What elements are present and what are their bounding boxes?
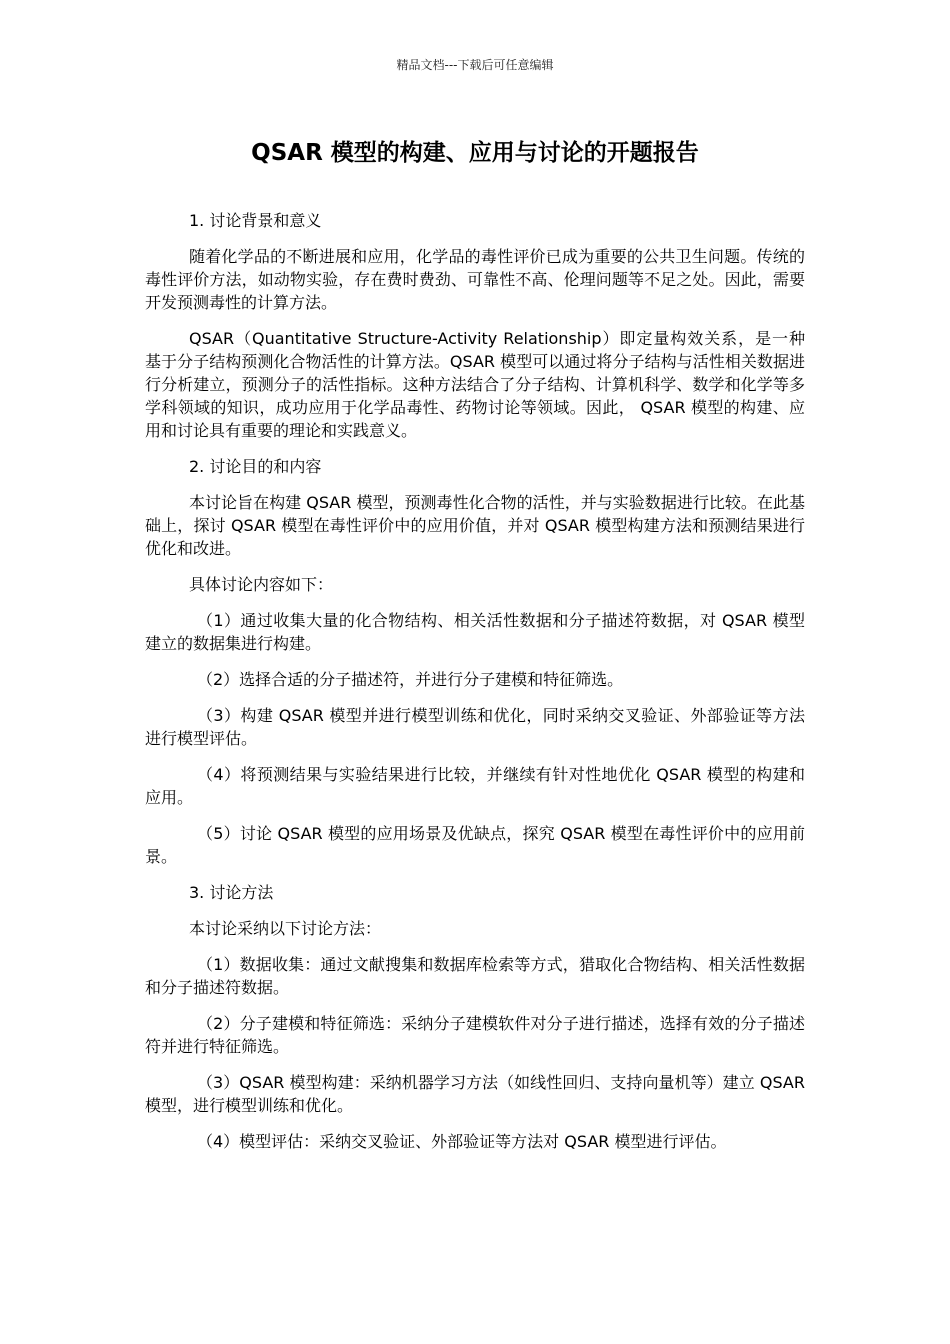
page-header: 精品文档---下载后可任意编辑 bbox=[396, 58, 554, 72]
section-heading-purpose: 2. 讨论目的和内容 bbox=[189, 457, 322, 476]
list-item-content-1: （1）通过收集大量的化合物结构、相关活性数据和分子描述符数据，对 QSAR 模型建立的数据集进行构建。 bbox=[145, 611, 805, 653]
list-item-content-4: （4）将预测结果与实验结果进行比较，并继续有针对性地优化 QSAR 模型的构建和应用。 bbox=[145, 765, 805, 807]
paragraph-qsar-definition: QSAR（Quantitative Structure-Activity Relationship）即定量构效关系，是一种基于分子结构预测化合物活性的计算方法。QSAR 模型可以通过将分子结构与活性相关数据进行分析建立，预测分子的活性指标。这种方法结合了分子结构、计算机科学、数学和化学等多学科领域的知识，成功应用于化学品毒性、药物讨论等领域。因此， QSAR 模型的构建、应用和讨论具有重要的理论和实践意义。 bbox=[145, 329, 805, 440]
paragraph-toxicity-problem: 随着化学品的不断进展和应用，化学品的毒性评价已成为重要的公共卫生问题。传统的毒性评价方法，如动物实验，存在费时费劲、可靠性不高、伦理问题等不足之处。因此，需要开发预测毒性的计算方法。 bbox=[145, 247, 805, 312]
list-item-method-1: （1）数据收集：通过文献搜集和数据库检索等方式，猎取化合物结构、相关活性数据和分子描述符数据。 bbox=[145, 955, 805, 997]
list-item-method-2: （2）分子建模和特征筛选：采纳分子建模软件对分子进行描述，选择有效的分子描述符并进行特征筛选。 bbox=[145, 1014, 805, 1056]
document-title: QSAR 模型的构建、应用与讨论的开题报告 bbox=[251, 140, 699, 166]
document-body bbox=[145, 209, 805, 1166]
list-item-method-3: （3）QSAR 模型构建：采纳机器学习方法（如线性回归、支持向量机等）建立 QSAR 模型，进行模型训练和优化。 bbox=[145, 1073, 805, 1115]
paragraph-methods-intro: 本讨论采纳以下讨论方法： bbox=[189, 919, 382, 938]
list-item-content-2: （2）选择合适的分子描述符，并进行分子建模和特征筛选。 bbox=[197, 670, 624, 689]
section-heading-background: 1. 讨论背景和意义 bbox=[189, 211, 322, 230]
paragraph-purpose: 本讨论旨在构建 QSAR 模型，预测毒性化合物的活性，并与实验数据进行比较。在此基础上，探讨 QSAR 模型在毒性评价中的应用价值，并对 QSAR 模型构建方法和预测结果进行优化和改进。 bbox=[145, 493, 805, 558]
list-item-content-5: （5）讨论 QSAR 模型的应用场景及优缺点，探究 QSAR 模型在毒性评价中的应用前景。 bbox=[145, 824, 805, 866]
list-item-method-4: （4）模型评估：采纳交叉验证、外部验证等方法对 QSAR 模型进行评估。 bbox=[197, 1132, 727, 1151]
paragraph-content-intro: 具体讨论内容如下： bbox=[189, 575, 334, 594]
section-heading-methods: 3. 讨论方法 bbox=[189, 883, 274, 902]
list-item-content-3: （3）构建 QSAR 模型并进行模型训练和优化，同时采纳交叉验证、外部验证等方法进行模型评估。 bbox=[145, 706, 805, 748]
